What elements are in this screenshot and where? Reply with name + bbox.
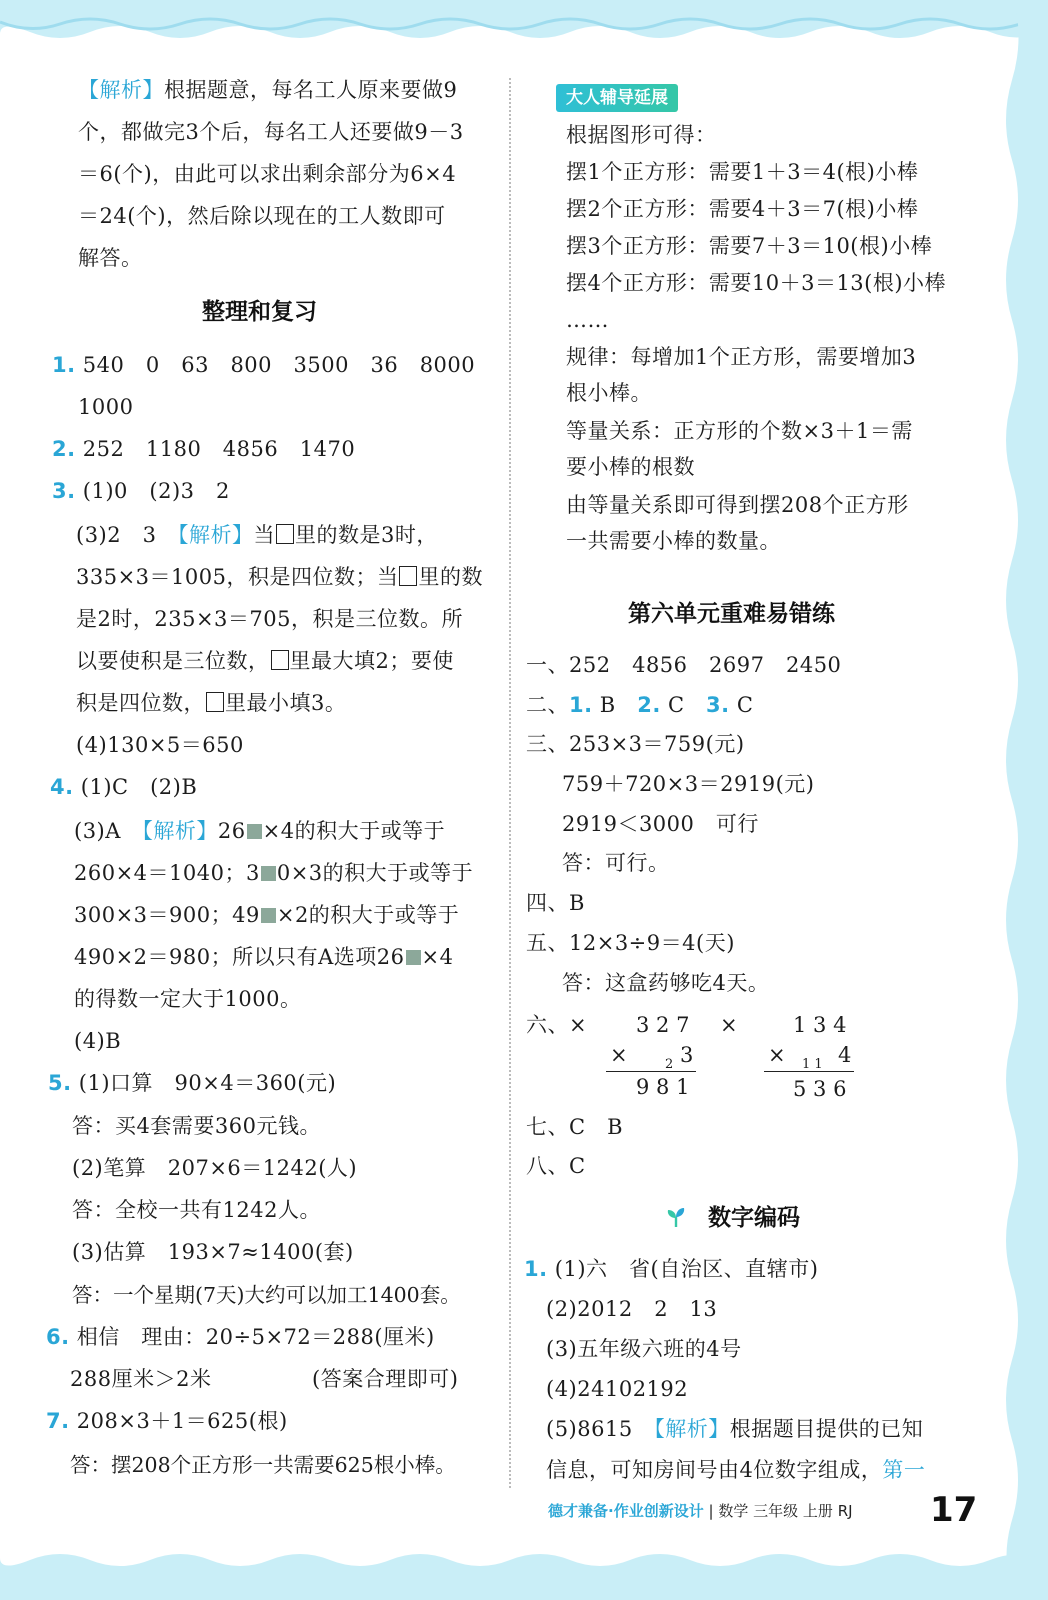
q6-note: (答案合理即可) (312, 1367, 459, 1391)
bottom-wave-border (0, 1540, 1048, 1600)
column-divider (509, 78, 511, 1488)
u5-line-2: 答：这盒药够吃4天。 (562, 971, 770, 995)
q7-line-2: 答：摆208个正方形一共需要625根小棒。 (70, 1453, 456, 1477)
calc2-top: 1 3 4 (793, 1013, 847, 1037)
u3-line-1: 三、253×3＝759(元) (526, 732, 745, 756)
q3-line-4: 是2时，235×3＝705，积是三位数。所 (76, 607, 463, 631)
q1-line-1: 1. 540 0 63 800 3500 36 8000 (52, 353, 476, 377)
u6-prefix: 六、× (526, 1013, 588, 1037)
u8-line: 八、C (526, 1154, 586, 1178)
q4-line-4: 300×3＝900；49 ×2的积大于或等于 (74, 903, 460, 927)
q6-line-1: 6. 相信 理由：20÷5×72＝288(厘米) (46, 1325, 435, 1349)
q7-line-1: 7. 208×3＋1＝625(根) (46, 1409, 288, 1433)
shaded-digit (261, 866, 276, 881)
page-footer: 德才兼备·作业创新设计 | 数学 三年级 上册 RJ (548, 1502, 853, 1520)
intro-line-2: 个，都做完3个后，每名工人还要做9－3 (78, 120, 464, 144)
c1-line-4: (4)24102192 (546, 1377, 689, 1401)
c1-line-6: 信息，可知房间号由4位数字组成，第一 (546, 1458, 926, 1482)
shaded-digit (406, 950, 421, 965)
calc1-top: 3 2 7 (636, 1013, 690, 1037)
calc2-result: 5 3 6 (793, 1077, 847, 1101)
q3-line-5: 以要使积是三位数， 里最大填2；要使 (76, 649, 454, 673)
q5-line-4: 答：全校一共有1242人。 (72, 1198, 321, 1222)
top-wave-border (0, 0, 1048, 60)
ext-line-6: …… (566, 308, 609, 332)
q5-line-2: 答：买4套需要360元钱。 (72, 1114, 321, 1138)
u5-line-1: 五、12×3÷9＝4(天) (526, 931, 735, 955)
ext-line-1: 根据图形可得： (566, 123, 717, 147)
calc2-digit: 4 (838, 1043, 852, 1067)
u3-line-3: 2919＜3000 可行 (562, 812, 759, 836)
blank-box (276, 524, 294, 544)
q4-line-1: 4. (1)C (2)B (50, 775, 198, 799)
q3-line-7: (4)130×5＝650 (76, 733, 244, 757)
section-heading-digit-code: 数字编码 (708, 1205, 800, 1231)
ext-line-4: 摆3个正方形：需要7＋3＝10(根)小棒 (566, 234, 933, 258)
ext-line-10: 要小棒的根数 (566, 455, 695, 479)
calc2-op: × (768, 1043, 786, 1067)
q4-line-6: 的得数一定大于1000。 (74, 987, 302, 1011)
u3-line-4: 答：可行。 (562, 851, 670, 875)
q3-line-3: 335×3＝1005，积是四位数；当 里的数 (76, 565, 483, 589)
blank-box (271, 650, 289, 670)
calc1-carry: 2 (665, 1057, 674, 1072)
page-number: 17 (930, 1490, 978, 1530)
q5-line-5: (3)估算 193×7≈1400(套) (72, 1240, 354, 1264)
analysis-tag: 【解析】 (78, 78, 164, 102)
ext-line-5: 摆4个正方形：需要10＋3＝13(根)小棒 (566, 271, 947, 295)
intro-line-1: 【解析】根据题意，每名工人原来要做9 (78, 78, 458, 102)
q1-line-2: 1000 (78, 395, 134, 419)
footer-grade: 三年级 (753, 1502, 799, 1520)
ext-line-3: 摆2个正方形：需要4＋3＝7(根)小棒 (566, 197, 919, 221)
ext-line-12: 一共需要小棒的数量。 (566, 529, 781, 553)
shaded-digit (247, 824, 262, 839)
q5-line-1: 5. (1)口算 90×4＝360(元) (48, 1071, 337, 1095)
q4-line-2: (3)A 【解析】26 ×4的积大于或等于 (74, 819, 446, 843)
q4-line-5: 490×2＝980；所以只有A选项26 ×4 (74, 945, 454, 969)
q5-line-3: (2)笔算 207×6＝1242(人) (72, 1156, 358, 1180)
calc2-rule (764, 1071, 854, 1072)
u2-line: 二、1. B 2. C 3. C (526, 693, 754, 717)
q4-line-3: 260×4＝1040；3 0×3的积大于或等于 (74, 861, 474, 885)
u1-line: 一、252 4856 2697 2450 (526, 653, 842, 677)
footer-term: 上册 (802, 1502, 833, 1520)
u3-line-2: 759＋720×3＝2919(元) (562, 772, 815, 796)
ext-line-8: 根小棒。 (566, 381, 652, 405)
section-heading-unit6: 第六单元重难易错练 (628, 601, 835, 627)
q3-line-1: 3. (1)0 (2)3 2 (52, 479, 230, 503)
q3-line-2: (3)2 3 【解析】当 里的数是3时， (76, 523, 438, 547)
section-heading-review: 整理和复习 (202, 299, 317, 325)
u6-mark-2: × (720, 1013, 739, 1037)
q4-line-7: (4)B (74, 1029, 122, 1053)
calc1-op: × (610, 1043, 628, 1067)
shaded-digit (261, 908, 276, 923)
right-wave-border (990, 0, 1048, 1600)
footer-edition: RJ (837, 1502, 853, 1520)
footer-subject: 数学 (718, 1502, 749, 1520)
c1-line-2: (2)2012 2 13 (546, 1297, 718, 1321)
calc1-digit: 3 (680, 1043, 694, 1067)
u4-line: 四、B (526, 891, 585, 915)
sprout-icon (664, 1205, 688, 1229)
tutor-extension-badge: 大人辅导延展 (556, 84, 678, 112)
c1-line-3: (3)五年级六班的4号 (546, 1337, 742, 1361)
ext-line-9: 等量关系：正方形的个数×3＋1＝需 (566, 419, 913, 443)
calc2-carry: 1 1 (802, 1057, 823, 1072)
ext-line-11: 由等量关系即可得到摆208个正方形 (566, 493, 909, 517)
q5-line-6: 答：一个星期(7天)大约可以加工1400套。 (72, 1283, 461, 1307)
ext-line-2: 摆1个正方形：需要1＋3＝4(根)小棒 (566, 160, 919, 184)
calc1-result: 9 8 1 (636, 1075, 690, 1099)
c1-line-1: 1. (1)六 省(自治区、直辖市) (524, 1257, 819, 1281)
intro-line-5: 解答。 (78, 246, 143, 270)
intro-line-4: ＝24(个)，然后除以现在的工人数即可 (78, 204, 446, 228)
intro-line-3: ＝6(个)，由此可以求出剩余部分为6×4 (78, 162, 457, 186)
c1-line-5: (5)8615 【解析】根据题目提供的已知 (546, 1417, 924, 1441)
u7-line: 七、C B (526, 1115, 623, 1139)
q3-line-6: 积是四位数， 里最小填3。 (76, 691, 347, 715)
blank-box (206, 692, 224, 712)
footer-brand: 德才兼备·作业创新设计 (548, 1502, 704, 1520)
q6-line-2: 288厘米＞2米 (70, 1367, 212, 1391)
blank-box (399, 566, 417, 586)
ext-line-7: 规律：每增加1个正方形，需要增加3 (566, 345, 917, 369)
q2-line-1: 2. 252 1180 4856 1470 (52, 437, 356, 461)
